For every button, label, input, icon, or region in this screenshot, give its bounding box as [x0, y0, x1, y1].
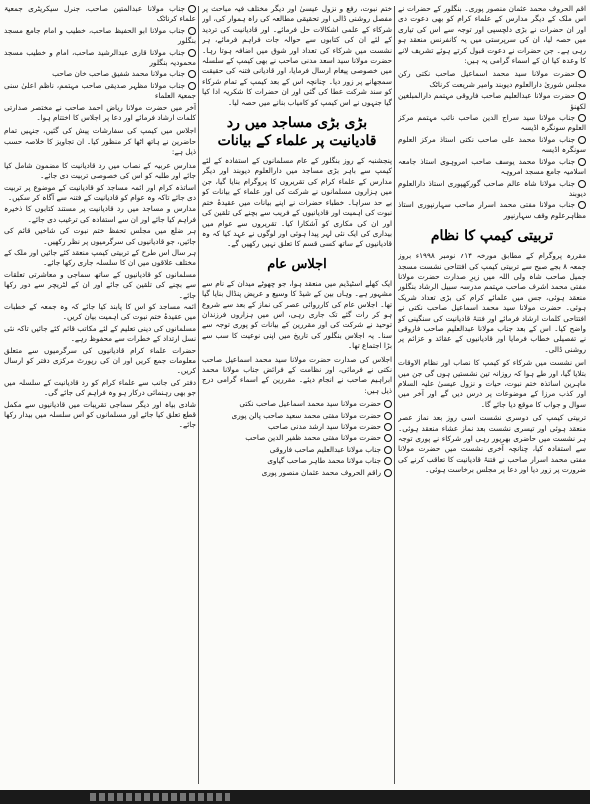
article-paragraph: تربیتی کیمپ کی دوسری نشست اسی روز بعد نماز عصر منعقد ہوئی اور تیسری نشست بعد نماز عشاء منعقد ہوئی۔ ہر نشست میں حاضری بھرپور رہی اور شرکاء نے پوری توجہ سے استفادہ کیا، چنانچہ آخری نشست میں حضرت مولانا مفتی محمد اسرار صاحب نے فتنۂ قادیانیت کا تعاقب کرنے کی ضرورت پر زور دیا اور دعا پر مجلس برخاست ہوئی۔ [398, 413, 586, 475]
article-paragraph: پنجشنبہ کے روز بنگلور کے عام مسلمانوں کے استفادہ کے لئے کیمپ سے باہر بڑی مساجد میں دارالعلوم دیوبند اور دیگر مدارس کے علماء کرام کی تقریروں کا پروگرام بنایا گیا، جن میں ہزاروں مسلمانوں نے شرکت کی اور علماء کے بیانات کو بے حد سراہا۔ خطباء حضرات نے اپنے بیانات میں عقیدۂ ختم نبوت کی اہمیت اور قادیانیوں کے فریب سے بچنے کی تلقین کی اور ان کی مکاری کو آشکارا کیا۔ تقریروں سے عوام میں بیداری کی ایک نئی لہر پیدا ہوئی اور لوگوں نے عہد کیا کہ وہ قادیانیوں کے ساتھ کسی قسم کا تعلق نہیں رکھیں گے۔ [202, 156, 392, 249]
list-item: حضرت مولانا سید محمد اسماعیل صاحب نکتی [202, 399, 392, 409]
bullet-icon [188, 70, 196, 78]
list-item: حضرات علماء کرام قادیانیوں کی سرگرمیوں سے متعلق معلومات جمع کریں اور ان کی رپورٹ مرکزی دفتر کو ارسال کریں۔ [4, 345, 196, 376]
bullet-icon [384, 400, 392, 408]
section-heading-training-camp: تربیتی کیمپ کا نظام [430, 228, 554, 245]
article-paragraph: آخر میں حضرت مولانا ریاض احمد صاحب نے مختصر صدارتی کلمات ارشاد فرمائے اور دعا پر اجلاس کا اختتام ہوا۔ [4, 102, 196, 123]
list-item: ہر ضلع میں مجلس تحفظ ختم نبوت کی شاخیں قائم کی جائیں، جو قادیانیوں کی سرگرمیوں پر نظر رکھیں۔ [4, 226, 196, 246]
article-intro: اقم الحروف محمد عثمان منصور پوری۔ بنگلور کے حضرات نے اس ملک کے دیگر مدارس کے علماء کرام کو بھی دعوت دی اور ان حضرات نے بڑی دلچسپی اور توجہ سے اس کی تیاری میں حصہ لیا، ان کی سرپرستی میں یہ کانفرنس منعقد ہو رہی ہے۔ جن حضرات نے دعوت قبول کرتے ہوئے تشریف لانے کا وعدہ کیا ان کے اسماء گرامی یہ ہیں: [398, 4, 586, 66]
bullet-icon [384, 446, 392, 454]
page-footer-bar [0, 790, 590, 804]
section-heading-public-meeting: اجلاس عام [267, 256, 327, 272]
column-divider [198, 6, 199, 784]
speaker-list [202, 399, 392, 478]
list-item: جناب مولانا محمد شفیق صاحب خان صاحب [4, 69, 196, 79]
list-item: جناب مولانا شاہ عالم صاحب گورکھپوری استاذ دارالعلوم دیوبند [398, 178, 586, 198]
bullet-icon [188, 82, 196, 90]
bullet-icon [578, 201, 586, 209]
list-item: حضرت مولانا مفتی محمد ظفیر الدین صاحب [202, 433, 392, 443]
column-left [4, 4, 196, 786]
article-paragraph: ختم نبوت، رفع و نزول عیسیٰ اور دیگر مختلف فیہ مباحث پر مفصل روشنی ڈالی اور تحقیقی مطالعہ کی راہ ہموار کی، اور شرکاء کے علمی اشکالات حل فرمائے۔ اور قادیانیت کی تردید کے لئے ان کی کتابوں سے حوالہ جات فراہم فرمائے، ہر نشست میں شرکاء کی تعداد اور شوق میں اضافہ ہوتا رہا۔ حضرت مولانا سید اسعد مدنی صاحب نے بھی کیمپ کے سلسلہ میں خصوصی پیغام ارسال فرمایا، اور قادیانی فتنہ کی حقیقت سمجھانے پر زور دیا۔ چنانچہ اس کے بعد کیمپ کے تمام شرکاء کو سند شرکت عطا کی گئی اور ان حضرات کا شکریہ ادا کیا گیا جنہوں نے اس کیمپ کو کامیاب بنانے میں حصہ لیا۔ [202, 4, 392, 107]
list-item: حضرت مولانا سید ارشد مدنی صاحب [202, 422, 392, 432]
bullet-icon [188, 5, 196, 13]
list-item: جناب مولانا مفتی محمد اسرار صاحب سہارنپوری استاذ مظاہرعلوم وقف سہارنپور [398, 200, 586, 220]
list-item: جناب مولانا قاری عبدالرشید صاحب، امام و خطیب مسجد محمودیہ بنگلور [4, 47, 196, 68]
list-item: جناب مولانا عبدالعلیم صاحب فاروقی [202, 445, 392, 455]
column-divider [394, 6, 395, 784]
article-paragraph: ایک کھلے اسٹیڈیم میں منعقد ہوا، جو چھوٹے میدان کے نام سے مشہور ہے۔ وہاں بین کے شیڈ کا وسیع و عریض پنڈال بنایا گیا تھا۔ اجلاس عام کی کارروائی عصر کی نماز کے بعد سے شروع ہو کر رات گئے تک جاری رہی، اس میں ہزاروں فرزندان توحید نے شرکت کی اور مقررین کے بیانات کو پوری توجہ سے سنا۔ یہ اجلاس بنگلور کی تاریخ میں اپنی نوعیت کا سب سے بڑا اجتماع تھا۔ [202, 278, 392, 351]
bullet-icon [384, 423, 392, 431]
bullet-icon [578, 136, 586, 144]
list-item: شادی بیاہ اور دیگر سماجی تقریبات میں قادیانیوں سے مکمل قطع تعلق کیا جائے اور مسلمانوں کو اس سلسلہ میں بیدار رکھا جائے۔ [4, 399, 196, 430]
bullet-icon [384, 412, 392, 420]
list-item: ہر سال اس طرح کے تربیتی کیمپ منعقد کئے جائیں اور ملک کے مختلف علاقوں میں ان کا سلسلہ جاری رکھا جائے۔ [4, 247, 196, 268]
article-paragraph: مقررہ پروگرام کے مطابق مورخہ ۱۴؍ نومبر ۱۹۹۸ء بروز جمعہ ۸ بجے صبح سے تربیتی کیمپ کی افتتاحی نشست مسجد جمیل صاحب شاہ ولی اللہ میں زیرِ صدارت حضرت مولانا مفتی محمد اشرف صاحب مہتمم مدرسہ سبیل الرشاد بنگلور منعقد ہوئی، جس میں علمائے کرام کی بڑی تعداد شریک ہوئی۔ حضرت مولانا سید محمد اسماعیل صاحب نکتی نے افتتاحی کلمات ارشاد فرمائے اور فتنۂ قادیانیت کی سنگینی کو واضح کیا۔ اس کے بعد جناب مولانا عبدالعلیم صاحب فاروقی نے تفصیلی خطاب فرمایا اور قادیانیوں کے عقائد و عزائم پر روشنی ڈالی۔ [398, 251, 586, 354]
bullet-icon [578, 180, 586, 188]
bullet-icon [578, 92, 586, 100]
bullet-icon [384, 469, 392, 477]
article-paragraph: اس نشست میں شرکاء کو کیمپ کا نصاب اور نظام الاوقات بتلایا گیا، اور طے ہوا کہ روزانہ تین نشستیں ہوں گی جن میں ماہرین اساتذہ ختم نبوت، حیات و نزول عیسیٰ علیہ السلام اور کذب مرزا کے موضوعات پر درس دیں گے اور آخر میں سوال و جواب کا موقع دیا جائے گا۔ [398, 358, 586, 409]
list-item: مسلمانوں کو قادیانیوں کے ساتھ سماجی و معاشرتی تعلقات سے بچنے کی تلقین کی جائے اور ان کے لٹریچر سے دور رکھا جائے۔ [4, 269, 196, 300]
list-item: جناب مولانا ابو الحفیظ صاحب، خطیب و امام جامع مسجد بنگلور [4, 25, 196, 46]
column-middle [202, 4, 392, 786]
list-item: مدارس عربیہ کے نصاب میں رد قادیانیت کا مضمون شامل کیا جائے اور طلبہ کو اس کی خصوصی تربیت دی جائے۔ [4, 160, 196, 181]
article-paragraph: اجلاس میں کیمپ کی سفارشات پیش کی گئیں، جنہیں تمام حاضرین نے ہاتھ اٹھا کر منظور کیا۔ ان تجاویز کا خلاصہ حسب ذیل ہے: [4, 126, 196, 157]
list-item: مسلمانوں کی دینی تعلیم کے لئے مکاتب قائم کئے جائیں تاکہ نئی نسل ارتداد کے خطرات سے محفوظ رہے۔ [4, 323, 196, 344]
article-paragraph: اجلاس کی صدارت حضرت مولانا سید محمد اسماعیل صاحب نکتی نے فرمائی، اور نظامت کے فرائض جناب مولانا محمد ابراہیم صاحب نے انجام دیئے۔ مقررین کے اسماء گرامی درج ذیل ہیں: [202, 354, 392, 395]
bullet-icon [578, 158, 586, 166]
list-item: حضرت مولانا مفتی محمد سعید صاحب پالن پوری [202, 411, 392, 421]
guest-list-continued [4, 4, 196, 102]
list-item: جناب مولانا مظہر صدیقی صاحب مہتمم، ناظم اعلیٰ سنی جمعیۃ العلماء [4, 80, 196, 101]
resolutions-list [4, 161, 196, 431]
bullet-icon [188, 27, 196, 35]
list-item: اساتذہ کرام اور ائمہ مساجد کو قادیانیت کے موضوع پر تربیت دی جائے تاکہ وہ عوام کو قادیانیت کے فتنہ سے آگاہ کر سکیں۔ [4, 182, 196, 202]
list-item: حضرت مولانا عبدالعلیم صاحب فاروقی مہتمم دارالمبلغین لکھنؤ [398, 91, 586, 111]
bullet-icon [188, 49, 196, 57]
list-item: مدارس و مساجد میں رد قادیانیت پر مستند کتابوں کا ذخیرہ فراہم کیا جائے اور ان سے استفادہ کی ترغیب دی جائے۔ [4, 204, 196, 224]
guest-list [398, 69, 586, 221]
list-item: جناب مولانا عبدالمتین صاحب، جنرل سیکریٹری جمعیۃ علماء کرناٹک [4, 4, 196, 24]
column-right [398, 4, 586, 786]
list-item: حضرت مولانا سید محمد اسماعیل صاحب نکتی رکن مجلس شوریٰ دارالعلوم دیوبند وامیر شریعت کرناٹک [398, 69, 586, 89]
list-item: جناب مولانا محمد علی صاحب نکتی استاذ مرکز العلوم سونگرہ اڈیسہ [398, 134, 586, 155]
bullet-icon [578, 114, 586, 122]
list-item: راقم الحروف محمد عثمان منصور پوری [202, 468, 392, 478]
list-item: دفتر کی جانب سے علماء کرام کو رد قادیانیت کے سلسلہ میں جو بھی رہنمائی درکار ہو وہ فراہم کی جائے گی۔ [4, 377, 196, 398]
section-heading-mosque-speeches: بڑی بڑی مساجد میں رد قادیانیت پر علماء کے بیانات [217, 115, 377, 150]
list-item: جناب مولانا محمد طاہر صاحب گیاوی [202, 456, 392, 466]
footer-ornament [90, 793, 230, 801]
bullet-icon [578, 70, 586, 78]
bullet-icon [384, 434, 392, 442]
list-item: ائمہ مساجد کو اس کا پابند کیا جائے کہ وہ جمعہ کے خطبات میں عقیدۂ ختم نبوت کی اہمیت بیان کریں۔ [4, 301, 196, 322]
list-item: جناب مولانا محمد یوسف صاحب امروہوی استاذ جامعہ اسلامیہ جامع مسجد امروہہ [398, 156, 586, 177]
bullet-icon [384, 457, 392, 465]
list-item: جناب مولانا سید سراج الدین صاحب نائب مہتمم مرکز العلوم سونگرہ اڈیسہ [398, 113, 586, 133]
